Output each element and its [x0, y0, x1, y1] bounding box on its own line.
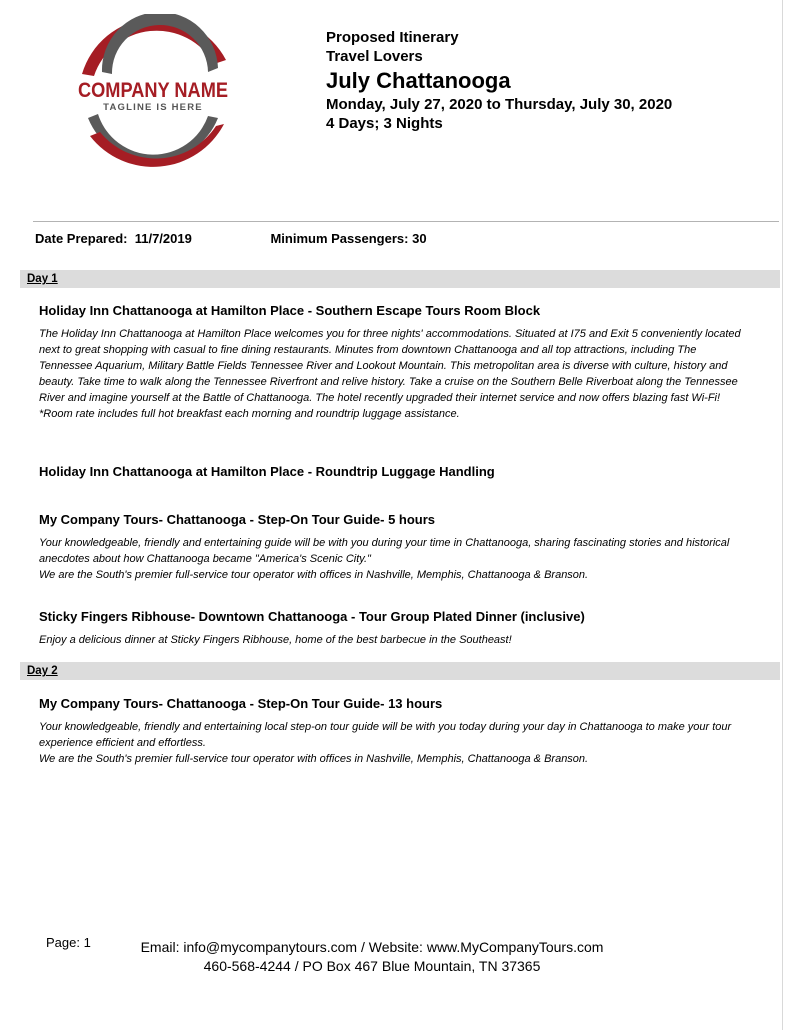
header-divider [33, 221, 779, 222]
date-prepared-value: 11/7/2019 [134, 231, 192, 246]
logo-gray-arc-bottom [88, 114, 218, 162]
itinerary-item-dinner [39, 609, 751, 649]
day-1-bar [20, 270, 780, 288]
min-passengers-label: Minimum Passengers: [270, 231, 409, 246]
day-2-label: Day 2 [27, 665, 58, 677]
item-title: Holiday Inn Chattanooga at Hamilton Place - Southern Escape Tours Room Block [39, 303, 541, 318]
day-2-bar [20, 662, 780, 680]
itinerary-item-luggage-handling [39, 464, 751, 480]
header-duration: 4 Days; 3 Nights [326, 115, 443, 132]
day-1-label: Day 1 [27, 273, 58, 285]
logo-gray-arc-top [102, 14, 218, 74]
prepared-info [35, 231, 427, 246]
header-group: Travel Lovers [326, 48, 423, 65]
company-logo [68, 14, 238, 174]
logo-tagline: TAGLINE IS HERE [103, 102, 203, 113]
logo-company-name: COMPANY NAME [78, 79, 228, 102]
item-title: My Company Tours- Chattanooga - Step-On Tour Guide- 5 hours [39, 512, 436, 527]
page-number: Page: 1 [46, 935, 91, 950]
item-description: Your knowledgeable, friendly and entertaining guide will be with you during your time in Chattanooga, sharing fascinating stories and historical anecdotes about how Chattanooga became "America's Scenic City." We are the South's premier full-service tour operator with offices in Nashville, Memphis, Chattanooga & Branson. [39, 537, 730, 581]
itinerary-item-tour-guide-13h [39, 696, 751, 768]
itinerary-item-hotel-room-block [39, 303, 751, 422]
page-title: July Chattanooga [326, 68, 511, 93]
page-edge [782, 0, 783, 1030]
item-description: Your knowledgeable, friendly and entertaining local step-on tour guide will be with you today during your day in Chattanooga to make your tour experience efficient and effortless. We are the South's premier full-service tour operator with offices in Nashville, Memphis, Chattanooga & Branson. [39, 721, 732, 765]
header-dates: Monday, July 27, 2020 to Thursday, July 30, 2020 [326, 96, 673, 113]
footer-phone-address: 460-568-4244 / PO Box 467 Blue Mountain, TN 37365 [203, 958, 541, 974]
itinerary-item-tour-guide-5h [39, 512, 751, 584]
item-description: The Holiday Inn Chattanooga at Hamilton Place welcomes you for three nights' accommodations. Situated at I75 and Exit 5 conveniently located next to great shopping with casual to fine dining restaurants. Minutes from downtown Chattanooga and all top attractions, including The Tennessee Aquarium, Military Battle Fields Tennessee River and Lookout Mountain. This metropolitan area is diverse with culture, history and beauty. Take time to walk along the Tennessee Riverfront and relive history. Take a cruise on the Southern Belle Riverboat along the Tennessee River and imagine yourself at the Battle of Chattanooga. The hotel recently upgraded their internet service and now offers blazing fast Wi-Fi! *Room rate includes full hot breakfast each morning and roundtrip luggage assistance. [39, 328, 741, 420]
footer-contact [122, 938, 622, 976]
min-passengers-value: 30 [412, 231, 427, 246]
header-proposed: Proposed Itinerary [326, 29, 459, 46]
item-title: My Company Tours- Chattanooga - Step-On Tour Guide- 13 hours [39, 696, 443, 711]
item-title: Holiday Inn Chattanooga at Hamilton Place - Roundtrip Luggage Handling [39, 464, 495, 479]
footer-email-website: Email: info@mycompanytours.com / Website: www.MyCompanyTours.com [140, 939, 604, 955]
item-description: Enjoy a delicious dinner at Sticky Fingers Ribhouse, home of the best barbecue in the Southeast! [39, 634, 512, 646]
itinerary-header [326, 28, 672, 133]
item-title: Sticky Fingers Ribhouse- Downtown Chattanooga - Tour Group Plated Dinner (inclusive) [39, 609, 585, 624]
date-prepared-label: Date Prepared: [35, 231, 128, 246]
